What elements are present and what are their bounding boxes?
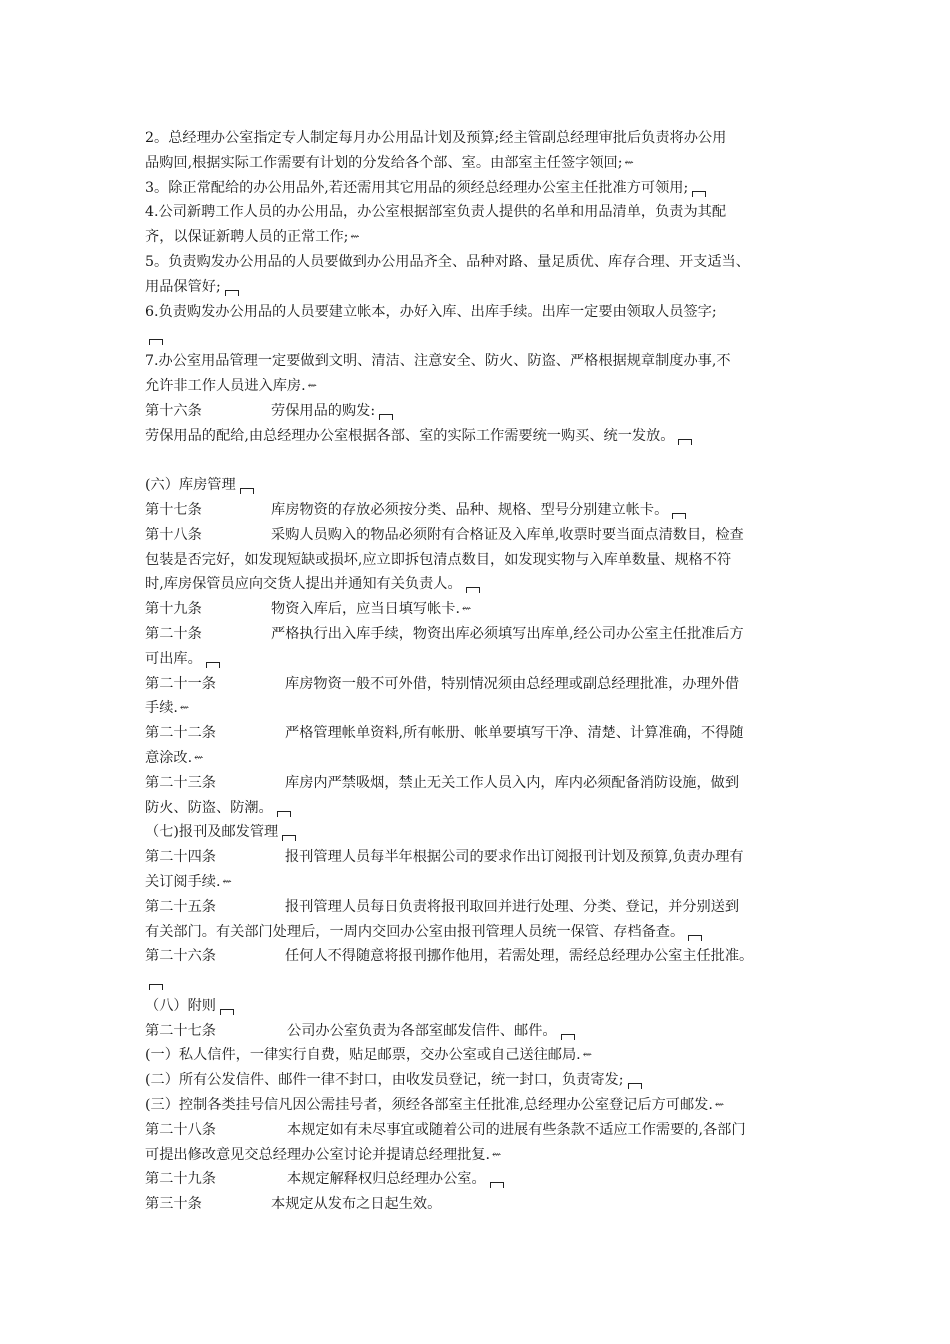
paragraph-mark-icon: [225, 290, 239, 296]
text-line: [145, 820, 825, 845]
text-line: [145, 1093, 825, 1118]
article-label: 第二十七条: [145, 1022, 216, 1039]
line-break-mark-icon: ⇜: [714, 1098, 725, 1112]
text-line: [145, 920, 825, 945]
text-line: [145, 151, 825, 176]
text-line: [145, 300, 825, 325]
text-line: [145, 771, 825, 796]
article-label: 第十六条: [145, 402, 202, 419]
line-break-mark-icon: ⇜: [624, 155, 634, 169]
article-label: 第二十五条: [145, 898, 216, 915]
line-text: (六）库房管理: [145, 477, 236, 494]
line-text: 允许非工作人员进入库房.: [145, 377, 306, 394]
text-line: [145, 498, 825, 523]
line-text: 物资入库后，应当日填写帐卡.: [271, 601, 460, 618]
line-break-mark-icon: ⇜: [194, 750, 204, 764]
article-label: 第三十条: [145, 1196, 202, 1213]
line-text: 时,库房保管员应向交货人提出并通知有关负责人。: [145, 576, 462, 593]
text-line: [145, 1192, 825, 1217]
paragraph-mark-icon: [149, 339, 163, 345]
text-line: [145, 176, 825, 201]
paragraph-mark-icon: [692, 191, 706, 197]
paragraph-mark-icon: [628, 1083, 642, 1089]
document-body: [145, 126, 825, 1217]
line-text: 防火、防盗、防潮。: [145, 799, 273, 816]
line-text: （七)报刊及邮发管理: [145, 824, 279, 841]
line-text: 2。总经理办公室指定专人制定每月办公用品计划及预算;经主管副总经理审批后负责将办公用: [145, 130, 727, 146]
line-break-mark-icon: ⇜: [582, 1048, 592, 1062]
line-text: 手续.: [145, 700, 178, 717]
line-text: 有关部门。有关部门处理后，一周内交回办公室由报刊管理人员统一保管、存档备查。: [145, 923, 685, 940]
line-text: 用品保管好;: [145, 278, 221, 295]
line-text: 库房物资的存放必须按分类、品种、规格、型号分别建立帐卡。: [271, 501, 669, 518]
line-text: 严格管理帐单资料,所有帐册、帐单要填写干净、清楚、计算准确，不得随: [285, 725, 744, 742]
text-line: [145, 1143, 825, 1168]
text-line: [145, 1019, 825, 1044]
paragraph-mark-icon: [678, 439, 692, 445]
line-break-mark-icon: ⇜: [179, 701, 190, 715]
text-line: [145, 647, 825, 672]
text-line: [145, 895, 825, 920]
text-line: [145, 1043, 825, 1068]
text-line: [145, 473, 825, 498]
line-text: 包装是否完好，如发现短缺或损坏,应立即拆包清点数目，如发现实物与入库单数量、规格不符: [145, 551, 732, 568]
text-line: [145, 448, 825, 473]
text-line: [145, 548, 825, 573]
paragraph-mark-icon: [379, 414, 393, 420]
line-text: 劳保用品的购发:: [271, 402, 376, 419]
line-text: 6.负责购发办公用品的人员要建立帐本，办好入库、出库手续。出库一定要由领取人员签字;: [145, 303, 717, 320]
line-text: 本规定从发布之日起生效。: [271, 1196, 442, 1213]
line-text: (三）控制各类挂号信凡因公需挂号者，须经各部室主任批准,总经理办公室登记后方可邮发.: [145, 1097, 713, 1114]
article-label: 第二十二条: [145, 725, 216, 742]
line-text: 5。负责购发办公用品的人员要做到办公用品齐全、品种对路、量足质优、库存合理、开支适当、: [145, 253, 750, 270]
article-label: 第二十条: [145, 625, 202, 642]
article-label: 第二十三条: [145, 774, 216, 791]
text-line: [145, 126, 825, 151]
text-line: [145, 944, 825, 969]
paragraph-mark-icon: [282, 835, 296, 841]
line-text: 品购回,根据实际工作需要有计划的分发给各个部、室。由部室主任签字领回;: [145, 154, 623, 171]
text-line: [145, 845, 825, 870]
line-text: 关订阅手续.: [145, 873, 221, 890]
line-text: 7.办公室用品管理一定要做到文明、清洁、注意安全、防火、防盗、严格根据规章制度办事,不: [145, 353, 731, 370]
line-text: 齐，以保证新聘人员的正常工作;: [145, 229, 349, 246]
line-text: (二）所有公发信件、邮件一律不封口，由收发员登记，统一封口，负责寄发;: [145, 1072, 624, 1089]
text-line: [145, 796, 825, 821]
text-line: [145, 1068, 825, 1093]
article-label: 第十八条: [145, 526, 202, 543]
paragraph-mark-icon: [240, 488, 254, 494]
line-text: 可提出修改意见交总经理办公室讨论并提请总经理批复.: [145, 1146, 491, 1163]
paragraph-mark-icon: [149, 984, 163, 990]
article-label: 第二十四条: [145, 849, 216, 866]
text-line: [145, 1167, 825, 1192]
text-line: [145, 523, 825, 548]
text-line: [145, 696, 825, 721]
text-line: [145, 399, 825, 424]
line-text: 任何人不得随意将报刊挪作他用，若需处理，需经总经理办公室主任批准。: [285, 948, 754, 965]
text-line: [145, 870, 825, 895]
line-break-mark-icon: ⇜: [307, 378, 317, 392]
line-text: 报刊管理人员每日负责将报刊取回并进行处理、分类、登记，并分别送到: [285, 898, 740, 915]
article-label: 第二十一条: [145, 675, 216, 692]
article-label: 第二十九条: [145, 1171, 216, 1188]
line-text: 本规定解释权归总经理办公室。: [287, 1171, 486, 1188]
line-text: 可出库。: [145, 650, 202, 667]
article-label: 第二十六条: [145, 948, 216, 965]
article-label: 第二十八条: [145, 1121, 216, 1138]
line-break-mark-icon: ⇜: [492, 1147, 502, 1161]
text-line: [145, 275, 825, 300]
paragraph-mark-icon: [672, 513, 686, 519]
text-line: [145, 374, 825, 399]
line-break-mark-icon: ⇜: [461, 602, 472, 616]
line-text: 4.公司新聘工作人员的办公用品，办公室根据部室负责人提供的名单和用品清单，负责为其配: [145, 204, 727, 221]
paragraph-mark-icon: [490, 1182, 504, 1188]
line-text: 公司办公室负责为各部室邮发信件、邮件。: [287, 1022, 557, 1039]
text-line: [145, 324, 825, 349]
paragraph-mark-icon: [206, 662, 220, 668]
line-text: 严格执行出入库手续，物资出库必须填写出库单,经公司办公室主任批准后方: [271, 625, 744, 642]
line-text: 本规定如有未尽事宜或随着公司的进展有些条款不适应工作需要的,各部门: [287, 1121, 746, 1138]
text-line: [145, 349, 825, 374]
text-line: [145, 225, 825, 250]
line-text: (一）私人信件，一律实行自费，贴足邮票，交办公室或自己送往邮局.: [145, 1047, 581, 1064]
paragraph-mark-icon: [277, 811, 291, 817]
paragraph-mark-icon: [466, 587, 480, 593]
paragraph-mark-icon: [688, 935, 702, 941]
paragraph-mark-icon: [220, 1009, 234, 1015]
article-label: 第十七条: [145, 501, 202, 518]
text-line: [145, 424, 825, 449]
text-line: [145, 746, 825, 771]
line-text: 库房物资一般不可外借，特别情况须由总经理或副总经理批准，办理外借: [285, 675, 740, 692]
text-line: [145, 250, 825, 275]
text-line: [145, 1118, 825, 1143]
text-line: [145, 994, 825, 1019]
text-line: [145, 597, 825, 622]
article-label: 第十九条: [145, 601, 202, 618]
paragraph-mark-icon: [561, 1034, 575, 1040]
text-line: [145, 572, 825, 597]
line-text: 采购人员购入的物品必须附有合格证及入库单,收票时要当面点清数目，检查: [271, 526, 744, 543]
line-break-mark-icon: ⇜: [350, 230, 360, 244]
line-text: 意涂改.: [145, 749, 193, 766]
line-text: 报刊管理人员每半年根据公司的要求作出订阅报刊计划及预算,负责办理有: [285, 849, 744, 866]
line-text: （八）附则: [145, 997, 216, 1014]
text-line: [145, 721, 825, 746]
text-line: [145, 200, 825, 225]
text-line: [145, 672, 825, 697]
line-text: 3。除正常配给的办公用品外,若还需用其它用品的须经总经理办公室主任批准方可领用;: [145, 179, 689, 196]
line-break-mark-icon: ⇜: [222, 874, 232, 888]
line-text: 库房内严禁吸烟，禁止无关工作人员入内，库内必须配备消防设施，做到: [285, 774, 740, 791]
text-line: [145, 969, 825, 994]
line-text: 劳保用品的配给,由总经理办公室根据各部、室的实际工作需要统一购买、统一发放。: [145, 427, 675, 444]
text-line: [145, 622, 825, 647]
